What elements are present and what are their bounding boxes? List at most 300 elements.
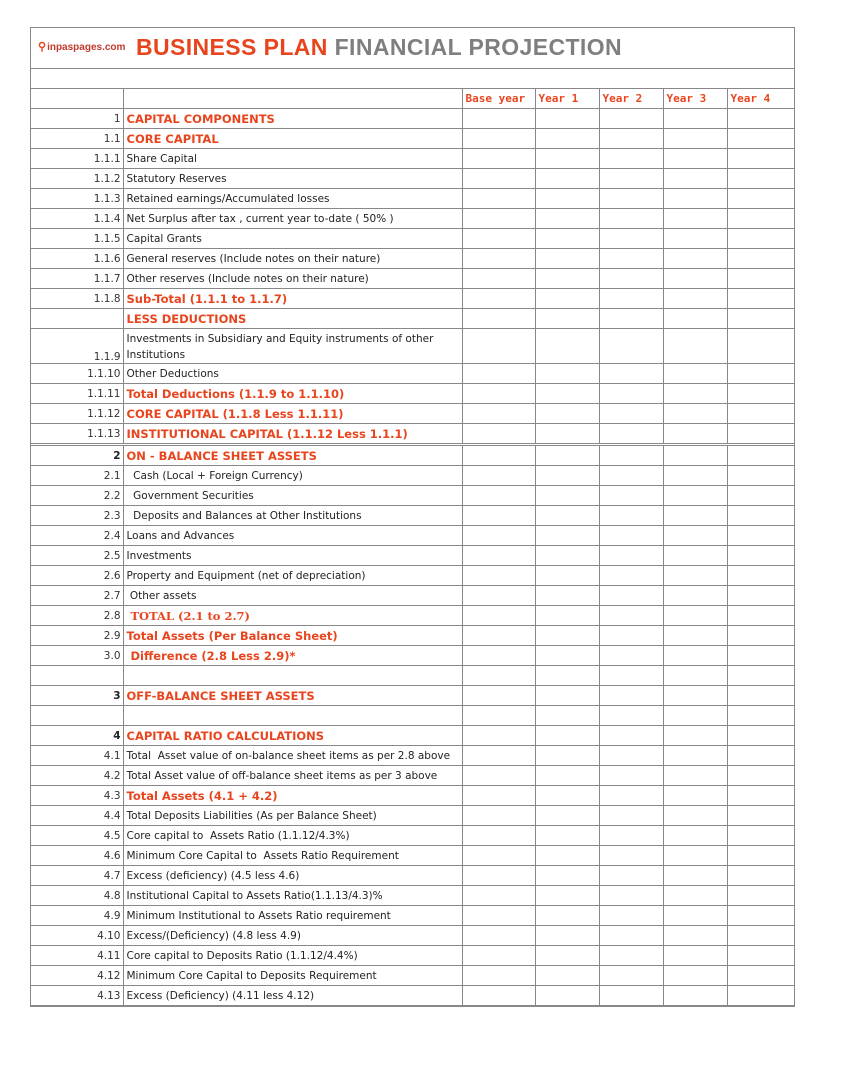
row-number-cell: 1.1.3: [31, 189, 123, 209]
row-number-cell: 2.8: [31, 606, 123, 626]
table-row: [31, 986, 794, 1006]
value-cell[interactable]: [462, 766, 535, 786]
value-cell[interactable]: [535, 506, 599, 526]
table-row: [31, 966, 794, 986]
row-label-cell: OFF-BALANCE SHEET ASSETS: [123, 686, 462, 706]
value-cell[interactable]: [663, 364, 727, 384]
row-number-cell: 1.1.1: [31, 149, 123, 169]
value-cell[interactable]: [663, 746, 727, 766]
row-label-cell: Excess/(Deficiency) (4.8 less 4.9): [123, 926, 462, 946]
table-row: [31, 149, 794, 169]
table-row: [31, 926, 794, 946]
row-label-cell: Capital Grants: [123, 229, 462, 249]
value-cell[interactable]: [663, 129, 727, 149]
value-cell[interactable]: [462, 606, 535, 626]
value-cell[interactable]: [599, 686, 663, 706]
value-cell[interactable]: [727, 866, 794, 886]
row-label-cell: Difference (2.8 Less 2.9)*: [123, 646, 462, 666]
value-cell[interactable]: [535, 169, 599, 189]
value-cell[interactable]: [727, 109, 794, 129]
row-label-cell: Total Assets (4.1 + 4.2): [123, 786, 462, 806]
value-cell[interactable]: [663, 726, 727, 746]
row-number-cell: 2.7: [31, 586, 123, 606]
value-cell[interactable]: [663, 846, 727, 866]
value-cell[interactable]: [462, 786, 535, 806]
value-cell[interactable]: [462, 526, 535, 546]
value-cell[interactable]: [663, 806, 727, 826]
table-row: [31, 786, 794, 806]
value-cell[interactable]: [462, 826, 535, 846]
value-cell[interactable]: [727, 309, 794, 329]
value-cell[interactable]: [663, 289, 727, 309]
value-cell[interactable]: [599, 109, 663, 129]
value-cell[interactable]: [462, 404, 535, 424]
value-cell[interactable]: [599, 486, 663, 506]
value-cell[interactable]: [727, 506, 794, 526]
value-cell[interactable]: [599, 169, 663, 189]
title-part-1: BUSINESS PLAN: [136, 34, 328, 60]
value-cell[interactable]: [727, 966, 794, 986]
value-cell[interactable]: [727, 404, 794, 424]
row-number-cell: 4.5: [31, 826, 123, 846]
row-number-cell: 1.1.7: [31, 269, 123, 289]
value-cell[interactable]: [535, 189, 599, 209]
value-cell[interactable]: [535, 926, 599, 946]
value-cell[interactable]: [727, 486, 794, 506]
value-cell[interactable]: [727, 129, 794, 149]
value-cell[interactable]: [535, 806, 599, 826]
value-cell[interactable]: [535, 229, 599, 249]
value-cell[interactable]: [663, 149, 727, 169]
value-cell[interactable]: [599, 445, 663, 466]
value-cell[interactable]: [462, 424, 535, 445]
value-cell[interactable]: [663, 189, 727, 209]
row-number-cell: 1.1.6: [31, 249, 123, 269]
value-cell[interactable]: [727, 424, 794, 445]
row-label-cell: Total Deductions (1.1.9 to 1.1.10): [123, 384, 462, 404]
value-cell[interactable]: [727, 289, 794, 309]
row-number-cell: 2.9: [31, 626, 123, 646]
table-row: [31, 466, 794, 486]
value-cell[interactable]: [535, 766, 599, 786]
value-cell[interactable]: [599, 309, 663, 329]
value-cell[interactable]: [535, 846, 599, 866]
row-number-cell: 1.1.12: [31, 404, 123, 424]
value-cell[interactable]: [663, 866, 727, 886]
value-cell[interactable]: [663, 826, 727, 846]
value-cell[interactable]: [535, 646, 599, 666]
table-row: [31, 586, 794, 606]
row-label-cell: Investments in Subsidiary and Equity instruments of other Institutions: [123, 329, 462, 364]
table-row: [31, 826, 794, 846]
value-cell[interactable]: [535, 526, 599, 546]
value-cell[interactable]: [462, 189, 535, 209]
value-cell[interactable]: [663, 566, 727, 586]
value-cell[interactable]: [663, 606, 727, 626]
value-cell[interactable]: [663, 546, 727, 566]
value-cell[interactable]: [462, 626, 535, 646]
value-cell[interactable]: [663, 249, 727, 269]
table-row: [31, 726, 794, 746]
value-cell[interactable]: [727, 526, 794, 546]
row-number-cell: 2.3: [31, 506, 123, 526]
row-number-cell: 2.4: [31, 526, 123, 546]
value-cell[interactable]: [663, 906, 727, 926]
row-number-cell: [31, 309, 123, 329]
table-row: [31, 806, 794, 826]
column-header-row: [31, 89, 794, 109]
value-cell[interactable]: [462, 746, 535, 766]
value-cell[interactable]: [599, 566, 663, 586]
value-cell[interactable]: [599, 706, 663, 726]
value-cell[interactable]: [535, 249, 599, 269]
value-cell[interactable]: [535, 606, 599, 626]
row-label-cell: TOTAL (2.1 to 2.7): [123, 606, 462, 626]
value-cell[interactable]: [599, 946, 663, 966]
row-label-cell: [123, 666, 462, 686]
value-cell[interactable]: [663, 424, 727, 445]
value-cell[interactable]: [535, 586, 599, 606]
value-cell[interactable]: [727, 706, 794, 726]
value-cell[interactable]: [663, 966, 727, 986]
table-row: [31, 886, 794, 906]
value-cell[interactable]: [599, 329, 663, 364]
table-row: [31, 666, 794, 686]
value-cell[interactable]: [727, 846, 794, 866]
value-cell[interactable]: [599, 289, 663, 309]
value-cell[interactable]: [535, 866, 599, 886]
value-cell[interactable]: [462, 109, 535, 129]
value-cell[interactable]: [599, 826, 663, 846]
value-cell[interactable]: [727, 746, 794, 766]
value-cell[interactable]: [535, 786, 599, 806]
table-row: [31, 109, 794, 129]
value-cell[interactable]: [727, 906, 794, 926]
value-cell[interactable]: [462, 269, 535, 289]
value-cell[interactable]: [462, 666, 535, 686]
row-label-cell: Total Asset value of off-balance sheet items as per 3 above: [123, 766, 462, 786]
value-cell[interactable]: [599, 866, 663, 886]
value-cell[interactable]: [535, 329, 599, 364]
value-cell[interactable]: [535, 209, 599, 229]
value-cell[interactable]: [462, 646, 535, 666]
value-cell[interactable]: [462, 546, 535, 566]
value-cell[interactable]: [462, 209, 535, 229]
value-cell[interactable]: [535, 906, 599, 926]
value-cell[interactable]: [599, 966, 663, 986]
value-cell[interactable]: [462, 966, 535, 986]
value-cell[interactable]: [663, 626, 727, 646]
row-number-cell: 1.1.2: [31, 169, 123, 189]
value-cell[interactable]: [599, 666, 663, 686]
value-cell[interactable]: [462, 309, 535, 329]
value-cell[interactable]: [663, 986, 727, 1006]
value-cell[interactable]: [727, 586, 794, 606]
value-cell[interactable]: [727, 209, 794, 229]
value-cell[interactable]: [535, 424, 599, 445]
value-cell[interactable]: [727, 169, 794, 189]
row-number-cell: 4.8: [31, 886, 123, 906]
value-cell[interactable]: [599, 189, 663, 209]
value-cell[interactable]: [727, 445, 794, 466]
value-cell[interactable]: [599, 209, 663, 229]
value-cell[interactable]: [727, 364, 794, 384]
value-cell[interactable]: [462, 486, 535, 506]
value-cell[interactable]: [599, 546, 663, 566]
value-cell[interactable]: [599, 846, 663, 866]
value-cell[interactable]: [535, 746, 599, 766]
value-cell[interactable]: [663, 269, 727, 289]
value-cell[interactable]: [663, 686, 727, 706]
value-cell[interactable]: [462, 586, 535, 606]
projection-table: [31, 89, 794, 1006]
value-cell[interactable]: [727, 986, 794, 1006]
value-cell[interactable]: [727, 946, 794, 966]
value-cell[interactable]: [462, 566, 535, 586]
value-cell[interactable]: [535, 309, 599, 329]
value-cell[interactable]: [663, 586, 727, 606]
value-cell[interactable]: [599, 404, 663, 424]
row-label-cell: CORE CAPITAL (1.1.8 Less 1.1.11): [123, 404, 462, 424]
value-cell[interactable]: [663, 329, 727, 364]
row-label-cell: Core capital to Assets Ratio (1.1.12/4.3%): [123, 826, 462, 846]
row-number-cell: 4.2: [31, 766, 123, 786]
value-cell[interactable]: [599, 746, 663, 766]
value-cell[interactable]: [599, 886, 663, 906]
value-cell[interactable]: [462, 384, 535, 404]
value-cell[interactable]: [663, 445, 727, 466]
table-row: [31, 866, 794, 886]
value-cell[interactable]: [663, 946, 727, 966]
value-cell[interactable]: [663, 309, 727, 329]
table-row: [31, 566, 794, 586]
map-pin-icon: ⚲: [38, 41, 47, 53]
table-row: [31, 269, 794, 289]
row-label-cell: Total Assets (Per Balance Sheet): [123, 626, 462, 646]
value-cell[interactable]: [462, 986, 535, 1006]
value-cell[interactable]: [599, 229, 663, 249]
value-cell[interactable]: [663, 766, 727, 786]
row-label-cell: Other reserves (Include notes on their nature): [123, 269, 462, 289]
row-label-cell: [123, 706, 462, 726]
table-row: [31, 506, 794, 526]
value-cell[interactable]: [535, 486, 599, 506]
value-cell[interactable]: [462, 229, 535, 249]
value-cell[interactable]: [727, 726, 794, 746]
value-cell[interactable]: [599, 424, 663, 445]
value-cell[interactable]: [727, 626, 794, 646]
value-cell[interactable]: [599, 586, 663, 606]
value-cell[interactable]: [727, 384, 794, 404]
value-cell[interactable]: [535, 946, 599, 966]
value-cell[interactable]: [599, 626, 663, 646]
value-cell[interactable]: [727, 806, 794, 826]
value-cell[interactable]: [599, 726, 663, 746]
value-cell[interactable]: [727, 566, 794, 586]
value-cell[interactable]: [727, 189, 794, 209]
row-label-cell: CORE CAPITAL: [123, 129, 462, 149]
value-cell[interactable]: [462, 686, 535, 706]
value-cell[interactable]: [727, 269, 794, 289]
value-cell[interactable]: [535, 966, 599, 986]
value-cell[interactable]: [535, 404, 599, 424]
value-cell[interactable]: [599, 526, 663, 546]
value-cell[interactable]: [535, 466, 599, 486]
value-cell[interactable]: [663, 229, 727, 249]
value-cell[interactable]: [462, 906, 535, 926]
table-row: [31, 766, 794, 786]
value-cell[interactable]: [462, 886, 535, 906]
value-cell[interactable]: [535, 566, 599, 586]
row-label-cell: Deposits and Balances at Other Institutions: [123, 506, 462, 526]
value-cell[interactable]: [462, 706, 535, 726]
value-cell[interactable]: [535, 269, 599, 289]
value-cell[interactable]: [535, 986, 599, 1006]
value-cell[interactable]: [462, 169, 535, 189]
value-cell[interactable]: [535, 289, 599, 309]
value-cell[interactable]: [462, 866, 535, 886]
value-cell[interactable]: [727, 686, 794, 706]
value-cell[interactable]: [599, 646, 663, 666]
value-cell[interactable]: [535, 726, 599, 746]
table-row: [31, 424, 794, 445]
value-cell[interactable]: [663, 526, 727, 546]
value-cell[interactable]: [727, 826, 794, 846]
value-cell[interactable]: [727, 666, 794, 686]
value-cell[interactable]: [663, 786, 727, 806]
table-row: [31, 946, 794, 966]
table-row: [31, 546, 794, 566]
value-cell[interactable]: [727, 249, 794, 269]
value-cell[interactable]: [599, 269, 663, 289]
table-row: [31, 846, 794, 866]
value-cell[interactable]: [727, 786, 794, 806]
column-header-base-year: Base year: [462, 89, 535, 109]
value-cell[interactable]: [599, 129, 663, 149]
row-label-cell: Net Surplus after tax , current year to-date ( 50% ): [123, 209, 462, 229]
value-cell[interactable]: [462, 445, 535, 466]
value-cell[interactable]: [663, 384, 727, 404]
row-number-cell: 4.3: [31, 786, 123, 806]
value-cell[interactable]: [462, 289, 535, 309]
value-cell[interactable]: [599, 466, 663, 486]
value-cell[interactable]: [535, 546, 599, 566]
table-row: [31, 169, 794, 189]
row-number-cell: 1.1.5: [31, 229, 123, 249]
value-cell[interactable]: [462, 466, 535, 486]
value-cell[interactable]: [599, 926, 663, 946]
value-cell[interactable]: [535, 149, 599, 169]
value-cell[interactable]: [727, 229, 794, 249]
value-cell[interactable]: [535, 384, 599, 404]
value-cell[interactable]: [462, 506, 535, 526]
title-row: [31, 28, 794, 69]
value-cell[interactable]: [535, 109, 599, 129]
value-cell[interactable]: [663, 506, 727, 526]
table-row: [31, 746, 794, 766]
value-cell[interactable]: [462, 129, 535, 149]
value-cell[interactable]: [663, 666, 727, 686]
value-cell[interactable]: [535, 445, 599, 466]
value-cell[interactable]: [535, 364, 599, 384]
row-number-cell: 4.12: [31, 966, 123, 986]
value-cell[interactable]: [599, 506, 663, 526]
value-cell[interactable]: [727, 149, 794, 169]
value-cell[interactable]: [535, 686, 599, 706]
value-cell[interactable]: [462, 329, 535, 364]
row-number-cell: 4.10: [31, 926, 123, 946]
value-cell[interactable]: [462, 806, 535, 826]
value-cell[interactable]: [599, 384, 663, 404]
value-cell[interactable]: [462, 926, 535, 946]
value-cell[interactable]: [663, 886, 727, 906]
row-number-cell: 1.1.13: [31, 424, 123, 445]
value-cell[interactable]: [599, 606, 663, 626]
value-cell[interactable]: [599, 806, 663, 826]
row-number-cell: 3: [31, 686, 123, 706]
value-cell[interactable]: [462, 946, 535, 966]
title-part-2: FINANCIAL PROJECTION: [334, 34, 623, 60]
value-cell[interactable]: [663, 466, 727, 486]
value-cell[interactable]: [462, 364, 535, 384]
value-cell[interactable]: [535, 626, 599, 646]
value-cell[interactable]: [727, 766, 794, 786]
table-row: [31, 209, 794, 229]
value-cell[interactable]: [599, 786, 663, 806]
value-cell[interactable]: [599, 249, 663, 269]
row-number-cell: 4.11: [31, 946, 123, 966]
value-cell[interactable]: [462, 846, 535, 866]
value-cell[interactable]: [663, 926, 727, 946]
value-cell[interactable]: [727, 886, 794, 906]
value-cell[interactable]: [663, 404, 727, 424]
value-cell[interactable]: [599, 766, 663, 786]
value-cell[interactable]: [727, 546, 794, 566]
value-cell[interactable]: [462, 249, 535, 269]
row-number-cell: 4.9: [31, 906, 123, 926]
value-cell[interactable]: [599, 986, 663, 1006]
value-cell[interactable]: [462, 726, 535, 746]
value-cell[interactable]: [535, 886, 599, 906]
value-cell[interactable]: [663, 109, 727, 129]
row-label-cell: INSTITUTIONAL CAPITAL (1.1.12 Less 1.1.1): [123, 424, 462, 445]
table-row: [31, 706, 794, 726]
row-label-cell: Excess (deficiency) (4.5 less 4.6): [123, 866, 462, 886]
value-cell[interactable]: [727, 926, 794, 946]
value-cell[interactable]: [727, 606, 794, 626]
value-cell[interactable]: [599, 149, 663, 169]
value-cell[interactable]: [663, 169, 727, 189]
value-cell[interactable]: [599, 364, 663, 384]
value-cell[interactable]: [535, 129, 599, 149]
row-number-cell: 2.2: [31, 486, 123, 506]
value-cell[interactable]: [663, 706, 727, 726]
value-cell[interactable]: [535, 666, 599, 686]
value-cell[interactable]: [663, 646, 727, 666]
value-cell[interactable]: [599, 906, 663, 926]
value-cell[interactable]: [663, 209, 727, 229]
value-cell[interactable]: [727, 646, 794, 666]
value-cell[interactable]: [535, 826, 599, 846]
row-label-cell: Investments: [123, 546, 462, 566]
column-header-year-4: Year 4: [727, 89, 794, 109]
value-cell[interactable]: [663, 486, 727, 506]
value-cell[interactable]: [535, 706, 599, 726]
value-cell[interactable]: [727, 329, 794, 364]
value-cell[interactable]: [462, 149, 535, 169]
row-number-cell: 1.1.10: [31, 364, 123, 384]
value-cell[interactable]: [727, 466, 794, 486]
